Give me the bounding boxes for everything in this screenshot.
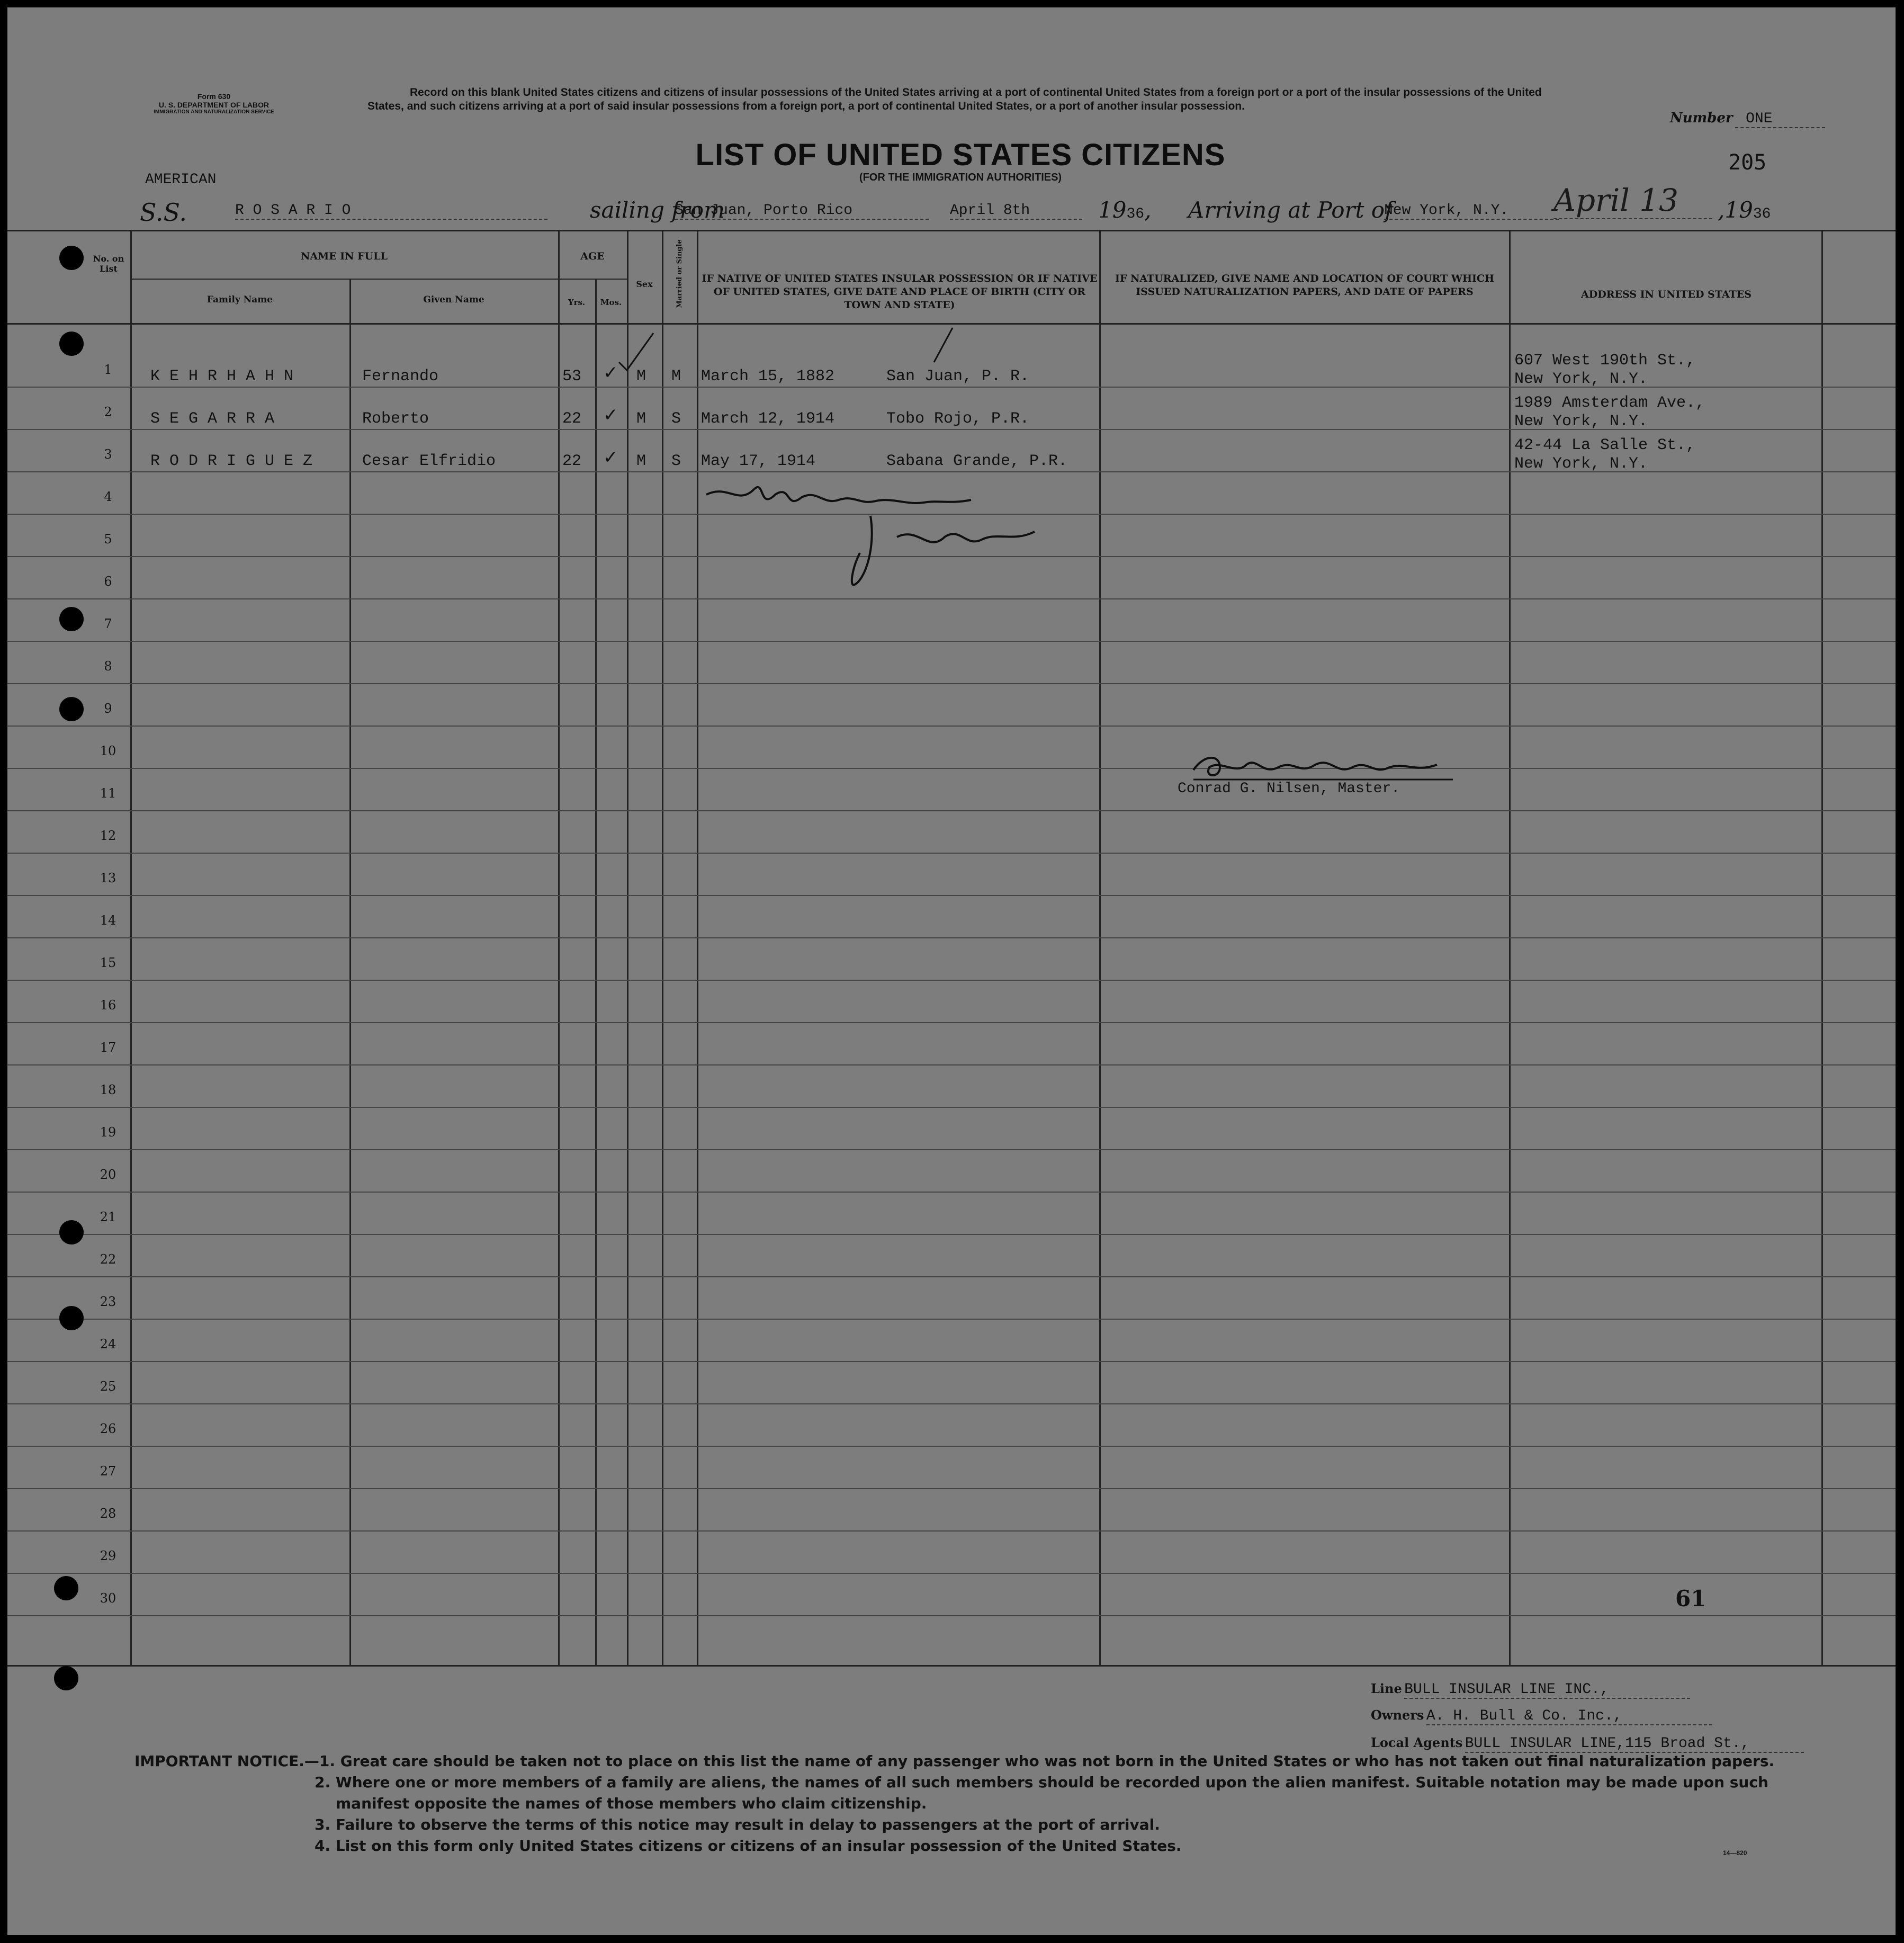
header-sex: Sex <box>636 279 653 289</box>
arrival-port: New York, N.Y. <box>1384 202 1559 220</box>
arrival-year-value: 36 <box>1753 206 1771 222</box>
row-number: 3 <box>104 447 112 462</box>
row-number: 14 <box>100 913 116 928</box>
instruction-text: Record on this blank United States citizens and citizens of insular possessions of the United States arriving at a port of continental United States from a foreign port or a port of the insular possessions of the United States, and such citizens arriving at a port of said insular possessions from a foreign port, a port of continental United States, or a port of another insular possession. <box>367 86 1542 112</box>
col-divider-family <box>349 279 351 1665</box>
row-rule <box>7 1361 1896 1362</box>
ss-label: S.S. <box>140 198 187 227</box>
given-name-cell: Fernando <box>362 368 439 386</box>
birth-date-cell: March 15, 1882 <box>701 368 835 386</box>
local-agents-label: Local Agents <box>1371 1735 1463 1750</box>
row-number: 30 <box>100 1591 116 1606</box>
row-rule <box>7 641 1896 642</box>
row-rule <box>7 1573 1896 1574</box>
row-number: 1 <box>104 362 112 377</box>
owners-value: A. H. Bull & Co. Inc., <box>1426 1708 1712 1725</box>
family-name-cell: R O D R I G U E Z <box>150 452 313 470</box>
birth-place-cell: San Juan, P. R. <box>886 368 1030 386</box>
sailing-label: sailing from <box>590 197 725 223</box>
sailing-year: 1936, <box>1098 197 1152 223</box>
tick-flourish-icon <box>929 325 960 368</box>
row-rule <box>7 1234 1896 1235</box>
row-number: 10 <box>100 744 116 758</box>
row-number: 11 <box>100 786 116 801</box>
row-number: 18 <box>100 1082 116 1097</box>
owners-label: Owners <box>1371 1707 1424 1723</box>
sex-cell: M <box>636 452 646 470</box>
row-rule <box>7 1319 1896 1320</box>
row-number: 15 <box>100 955 116 970</box>
birth-place-cell: Sabana Grande, P.R. <box>886 452 1068 470</box>
row-rule <box>7 1192 1896 1193</box>
row-rule <box>7 726 1896 727</box>
header-name-in-full: NAME IN FULL <box>301 250 388 262</box>
row-rule <box>7 1107 1896 1108</box>
col-divider-naturalized <box>1509 230 1511 1665</box>
sex-cell: M <box>636 368 646 386</box>
col-divider-given <box>558 230 560 1665</box>
table-top-border <box>7 230 1896 231</box>
col-divider-address <box>1821 230 1823 1665</box>
row-number: 25 <box>100 1379 116 1394</box>
notice-item-3: 3. Failure to observe the terms of this notice may result in delay to passengers at the port of arrival. <box>315 1816 1160 1833</box>
row-rule <box>7 1488 1896 1489</box>
family-name-cell: S E G A R R A <box>150 410 275 428</box>
row-rule <box>7 1276 1896 1277</box>
binding-hole <box>59 1306 84 1330</box>
binding-hole <box>59 607 84 631</box>
col-divider-native <box>1099 230 1101 1665</box>
row-number: 21 <box>100 1210 116 1224</box>
address-line1-cell: 42-44 La Salle St., <box>1514 436 1696 454</box>
row-number: 24 <box>100 1337 116 1351</box>
birth-place-cell: Tobo Rojo, P.R. <box>886 410 1030 428</box>
row-rule <box>7 1403 1896 1404</box>
sailing-from: San Juan, Porto Rico <box>675 202 929 220</box>
local-agents-value: BULL INSULAR LINE,115 Broad St., <box>1465 1735 1804 1753</box>
row-rule <box>7 1149 1896 1150</box>
page-title: LIST OF UNITED STATES CITIZENS <box>695 138 1226 172</box>
given-name-cell: Cesar Elfridio <box>362 452 496 470</box>
row-number: 8 <box>104 659 112 674</box>
sailing-date: April 8th <box>950 202 1082 220</box>
line-value: BULL INSULAR LINE INC., <box>1404 1681 1690 1699</box>
row-rule <box>7 810 1896 811</box>
arrival-date: April 13 <box>1553 182 1712 219</box>
header-bottom-border <box>7 323 1896 325</box>
row-rule <box>7 937 1896 938</box>
age-years-cell: 22 <box>562 452 582 470</box>
check-flourish-icon <box>616 330 659 373</box>
binding-hole <box>59 1220 84 1244</box>
important-notice <box>134 1751 1829 1857</box>
notice-item-1-text: Great care should be taken not to place on this list the name of any passenger who was not born in the United States or who has not taken out final naturalization papers. <box>340 1752 1775 1770</box>
number-value: ONE <box>1735 111 1825 128</box>
row-number: 2 <box>104 405 112 419</box>
number-label: Number <box>1670 110 1733 126</box>
age-subheader-rule <box>558 279 627 280</box>
header-given-name: Given Name <box>423 294 484 305</box>
line-field <box>1371 1681 1690 1699</box>
row-number: 5 <box>104 532 112 547</box>
age-months-cell: ✓ <box>603 447 618 468</box>
given-name-cell: Roberto <box>362 410 429 428</box>
row-number: 23 <box>100 1294 116 1309</box>
manifest-sheet <box>7 7 1896 1935</box>
local-agents-field <box>1371 1735 1804 1753</box>
age-months-cell: ✓ <box>603 362 618 383</box>
header-naturalized: IF NATURALIZED, GIVE NAME AND LOCATION OF COURT WHICH ISSUED NATURALIZATION PAPERS, AND DATE OF PAPERS <box>1115 273 1494 298</box>
row-number: 7 <box>104 616 112 631</box>
notice-heading: IMPORTANT NOTICE.—1. <box>134 1752 335 1770</box>
page-number: 205 <box>1728 150 1767 175</box>
binding-hole <box>59 246 84 270</box>
notice-item-1 <box>134 1751 1829 1772</box>
row-rule <box>7 853 1896 854</box>
row-number: 16 <box>100 998 116 1013</box>
row-number: 26 <box>100 1421 116 1436</box>
sex-cell: M <box>636 410 646 428</box>
address-line2-cell: New York, N.Y. <box>1514 413 1648 431</box>
notice-item-2b: manifest opposite the names of those members who claim citizenship. <box>336 1795 927 1812</box>
address-line1-cell: 1989 Amsterdam Ave., <box>1514 394 1705 412</box>
department-label: U. S. DEPARTMENT OF LABOR <box>158 101 270 109</box>
row-rule <box>7 1022 1896 1023</box>
row-rule <box>7 1615 1896 1616</box>
row-number: 29 <box>100 1548 116 1563</box>
margin-number: 61 <box>1675 1586 1707 1611</box>
inspector-signature <box>696 473 1045 601</box>
arrival-year-prefix: 19 <box>1725 197 1753 223</box>
row-number: 13 <box>100 871 116 885</box>
list-number <box>1670 110 1825 128</box>
page-subtitle: (FOR THE IMMIGRATION AUTHORITIES) <box>859 172 1062 183</box>
arrival-year: ,1936 <box>1718 197 1771 223</box>
col-divider-yrs <box>595 279 597 1665</box>
sailing-year-value: 36 <box>1126 206 1145 222</box>
owners-field <box>1371 1707 1712 1725</box>
address-line1-cell: 607 West 190th St., <box>1514 352 1696 370</box>
row-rule <box>7 980 1896 981</box>
row-rule <box>7 768 1896 769</box>
header-age: AGE <box>580 250 605 262</box>
col-divider-married <box>697 230 698 1665</box>
binding-hole <box>59 697 84 721</box>
binding-hole <box>54 1576 78 1600</box>
row-rule <box>7 895 1896 896</box>
married-cell: M <box>671 368 681 386</box>
age-years-cell: 22 <box>562 410 582 428</box>
header-yrs: Yrs. <box>568 298 586 307</box>
address-line2-cell: New York, N.Y. <box>1514 370 1648 388</box>
row-number: 6 <box>104 574 112 589</box>
col-divider-sex <box>662 230 663 1665</box>
row-number: 27 <box>100 1464 116 1479</box>
header-address: ADDRESS IN UNITED STATES <box>1581 289 1752 300</box>
header-no-on-list: No. on List <box>93 254 124 274</box>
sailing-year-prefix: 19 <box>1098 197 1127 223</box>
row-rule <box>7 1530 1896 1532</box>
binding-hole <box>54 1666 78 1690</box>
age-months-cell: ✓ <box>603 405 618 426</box>
married-cell: S <box>671 452 681 470</box>
row-number: 28 <box>100 1506 116 1521</box>
header-married: Married or Single <box>676 239 684 308</box>
col-divider-no <box>130 230 132 1665</box>
row-number: 22 <box>100 1252 116 1267</box>
line-label: Line <box>1371 1681 1402 1696</box>
vessel-nationality: AMERICAN <box>145 172 217 188</box>
address-line2-cell: New York, N.Y. <box>1514 455 1648 473</box>
family-name-cell: K E H R H A H N <box>150 368 294 386</box>
married-cell: S <box>671 410 681 428</box>
row-rule <box>7 683 1896 684</box>
row-number: 19 <box>100 1125 116 1140</box>
table-bottom-border <box>7 1665 1896 1667</box>
header-native: IF NATIVE OF UNITED STATES INSULAR POSSESSION OR IF NATIVE OF UNITED STATES, GIVE DATE AND PLACE OF BIRTH (CITY OR TOWN AND STATE) <box>702 273 1098 311</box>
service-label: IMMIGRATION AND NATURALIZATION SERVICE <box>154 109 274 115</box>
binding-hole <box>59 332 84 356</box>
master-name-typed: Conrad G. Nilsen, Master. <box>1178 781 1400 797</box>
form-identifier <box>140 92 288 115</box>
header-mos: Mos. <box>600 298 622 307</box>
row-rule <box>7 1446 1896 1447</box>
row-number: 17 <box>100 1040 116 1055</box>
form-number: Form 630 <box>197 92 231 101</box>
header-family-name: Family Name <box>206 294 273 305</box>
notice-item-2a: 2. Where one or more members of a family are aliens, the names of all such members should be recorded upon the alien manifest. Suitable notation may be made upon such <box>315 1774 1768 1791</box>
ship-name: R O S A R I O <box>235 202 547 220</box>
birth-date-cell: March 12, 1914 <box>701 410 835 428</box>
arriving-label: Arriving at Port of <box>1188 197 1393 223</box>
notice-item-4: 4. List on this form only United States citizens or citizens of an insular possession of the United States. <box>315 1837 1182 1855</box>
row-number: 9 <box>104 701 112 716</box>
birth-date-cell: May 17, 1914 <box>701 452 816 470</box>
footer-code: 14—820 <box>1723 1849 1747 1857</box>
col-divider-mos <box>627 230 628 1665</box>
row-number: 4 <box>104 489 112 504</box>
row-number: 20 <box>100 1167 116 1182</box>
row-rule <box>7 1064 1896 1065</box>
row-number: 12 <box>100 828 116 843</box>
age-years-cell: 53 <box>562 368 582 386</box>
name-subheader-rule <box>130 279 558 280</box>
